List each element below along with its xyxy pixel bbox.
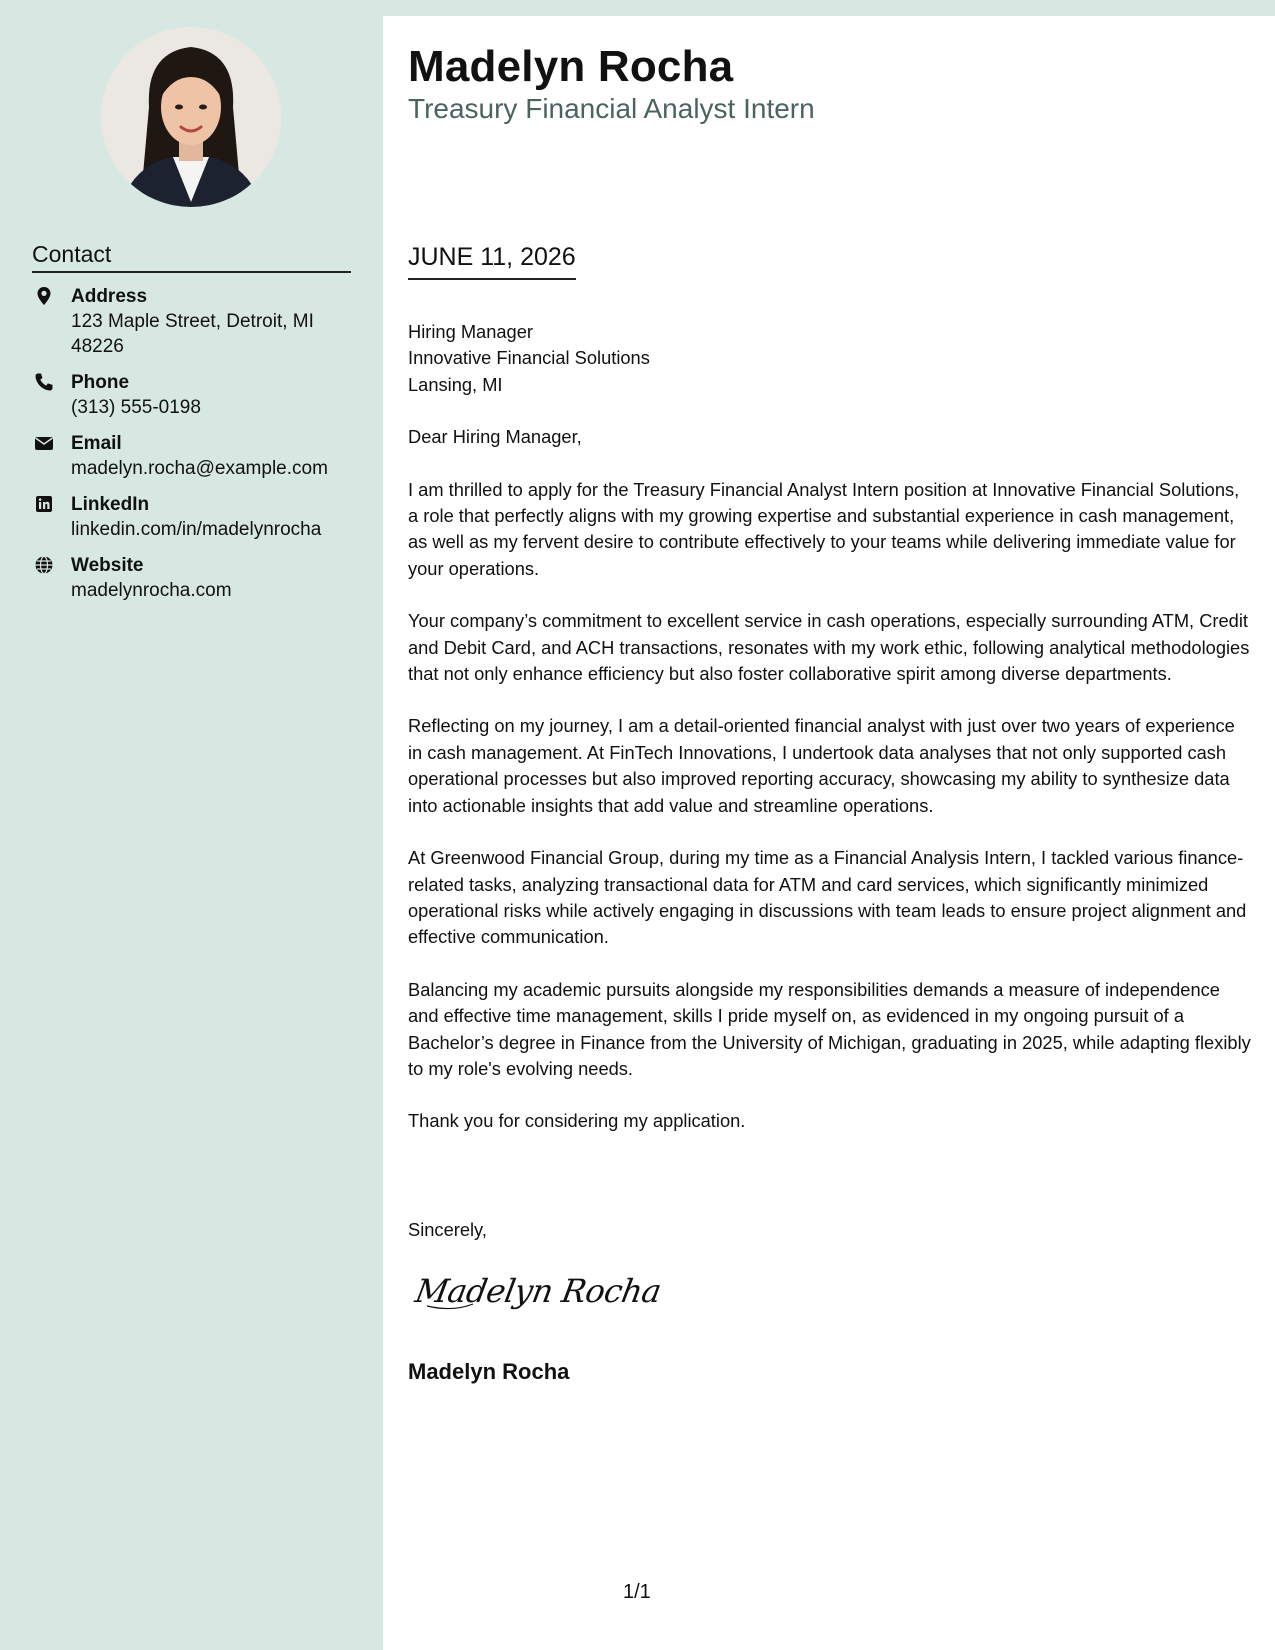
linkedin-icon bbox=[34, 494, 54, 514]
signature-image bbox=[413, 1262, 673, 1322]
letter-date: JUNE 11, 2026 bbox=[408, 242, 576, 280]
body-paragraph: Your company’s commitment to excellent service in cash operations, especially surrounding ATM, Credit and Debit Card, and ACH transactions, resonates with my work ethic, following analytical methodologies that not only enhance efficiency but also foster collaborative spirit among diverse departments. bbox=[408, 610, 1250, 685]
recipient-line: Lansing, MI bbox=[408, 373, 503, 395]
job-title: Treasury Financial Analyst Intern bbox=[408, 93, 815, 124]
contact-item-linkedin bbox=[32, 492, 362, 542]
page-number: 1/1 bbox=[623, 1581, 651, 1603]
contact-item-phone bbox=[32, 370, 362, 420]
address-value: 123 Maple Street, Detroit, MI 48226 bbox=[71, 311, 314, 357]
contact-label: Phone bbox=[71, 372, 130, 393]
body-paragraph: Balancing my academic pursuits alongside my responsibilities demands a measure of independence and effective time management, skills I pride myself on, as evidenced in my ongoing pursuit of a Bachelor’s degree in Finance from the University of Michigan, graduating in 2025, while adapting flexibly to my role's evolving needs. bbox=[408, 978, 1251, 1079]
signer-name: Madelyn Rocha bbox=[408, 1359, 570, 1384]
body-paragraph: Reflecting on my journey, I am a detail-oriented financial analyst with just over two years of experience in cash management. At FinTech Innovations, I undertook data analyses that not only supported cash operational processes but also improved reporting accuracy, showcasing my ability to synthesize data into actionable insights that add value and streamline operations. bbox=[408, 715, 1235, 816]
phone-icon bbox=[34, 372, 54, 392]
globe-icon bbox=[34, 555, 54, 575]
applicant-name: Madelyn Rocha bbox=[408, 42, 734, 91]
linkedin-value[interactable]: linkedin.com/in/madelynrocha bbox=[71, 519, 322, 540]
contact-item-address bbox=[32, 284, 362, 359]
recipient-line: Innovative Financial Solutions bbox=[408, 347, 650, 369]
contact-label: Address bbox=[71, 286, 148, 307]
contact-list bbox=[32, 284, 362, 614]
website-value[interactable]: madelynrocha.com bbox=[71, 580, 232, 601]
map-pin-icon bbox=[34, 286, 54, 306]
body-paragraph: At Greenwood Financial Group, during my time as a Financial Analysis Intern, I tackled various finance-related tasks, analyzing transactional data for ATM and card services, which significantly minimized operational risks while actively engaging in discussions with team leads to ensure project alignment and effective communication. bbox=[408, 847, 1247, 948]
body-paragraph: Thank you for considering my application. bbox=[408, 1110, 746, 1132]
contact-label: Email bbox=[71, 433, 122, 454]
contact-label: Website bbox=[71, 555, 144, 576]
salutation: Dear Hiring Manager, bbox=[408, 426, 582, 448]
profile-photo bbox=[101, 27, 281, 207]
contact-item-email bbox=[32, 431, 362, 481]
envelope-icon bbox=[34, 433, 54, 453]
recipient-line: Hiring Manager bbox=[408, 321, 533, 342]
recipient-block bbox=[408, 319, 1253, 398]
closing: Sincerely, bbox=[408, 1219, 487, 1240]
sidebar bbox=[0, 0, 383, 1650]
contact-item-website bbox=[32, 553, 362, 603]
svg-text:Madelyn Rocha: Madelyn Rocha bbox=[413, 1272, 664, 1310]
email-value[interactable]: madelyn.rocha@example.com bbox=[71, 458, 328, 479]
letter-page bbox=[383, 16, 1275, 1650]
phone-value: (313) 555-0198 bbox=[71, 397, 201, 418]
contact-label: LinkedIn bbox=[71, 494, 150, 515]
contact-heading: Contact bbox=[32, 240, 351, 273]
body-paragraph: I am thrilled to apply for the Treasury Financial Analyst Intern position at Innovative Financial Solutions, a role that perfectly aligns with my growing expertise and substantial experience in cash management, as well as my fervent desire to contribute effectively to your teams while delivering immediate value for your operations. bbox=[408, 478, 1240, 579]
letter-body bbox=[408, 319, 1253, 1161]
